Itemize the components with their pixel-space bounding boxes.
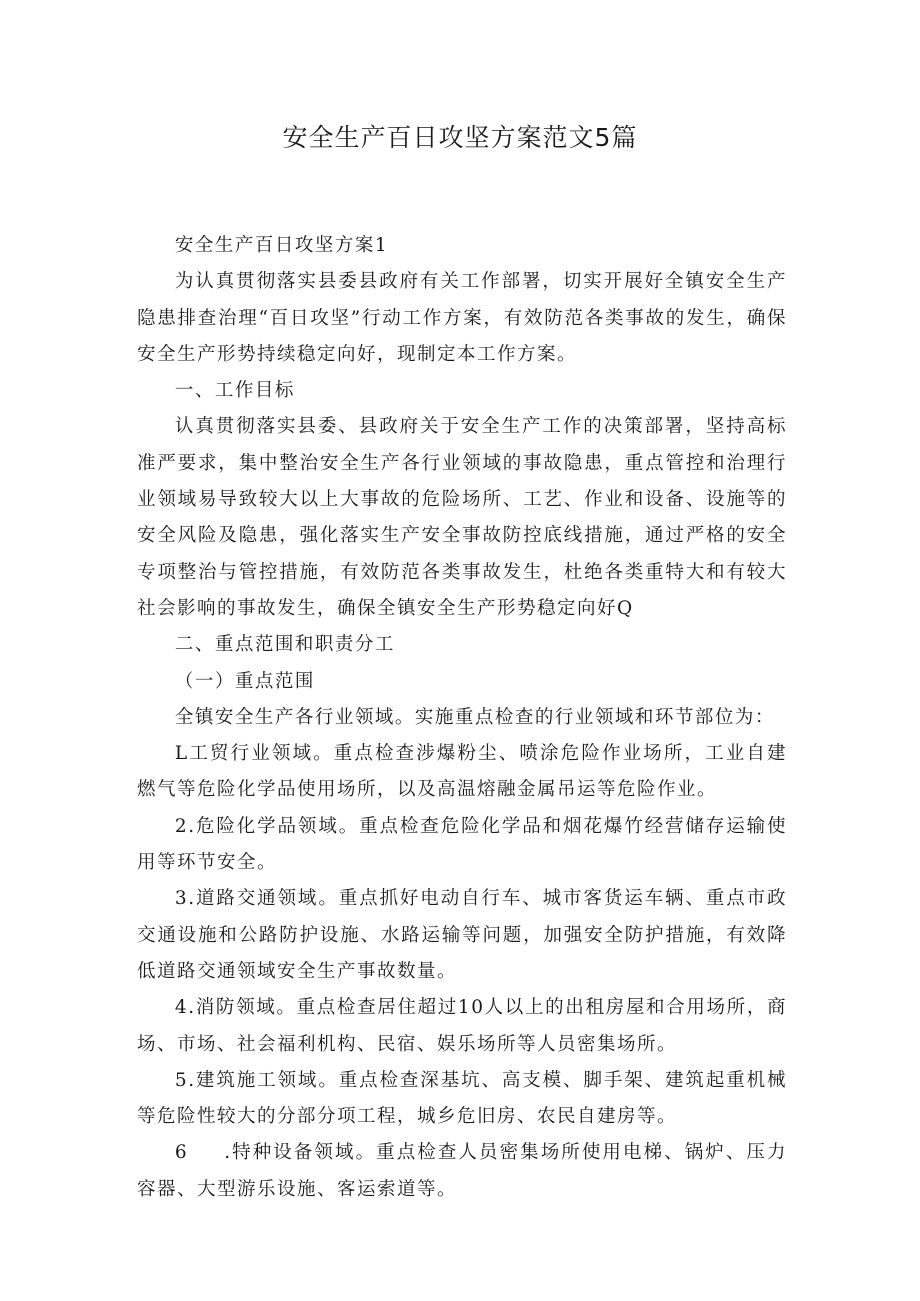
list-item-special-equipment [137,1135,787,1208]
list-item-road-traffic: 3.道路交通领域。重点抓好电动自行车、城市客货运车辆、重点市政交通设施和公路防护设施、水路运输等问题，加强安全防护措施，有效降低道路交通领域安全生产事故数量。 [137,888,787,982]
list-item-number: 6 [174,1142,189,1164]
scope-intro-paragraph: 全镇安全生产各行业领域。实施重点检查的行业领域和环节部位为： [174,706,775,728]
document-title: 安全生产百日攻坚方案范文5篇 [282,123,638,152]
list-item-fire-protection: 4.消防领域。重点检查居住超过10人以上的出租房屋和合用场所，商场、市场、社会福利机构、民宿、娱乐场所等人员密集场所。 [137,997,787,1055]
intro-paragraph: 为认真贯彻落实县委县政府有关工作部署，切实开展好全镇安全生产隐患排查治理“百日攻坚”行动工作方案，有效防范各类事故的发生，确保安全生产形势持续稳定向好，现制定本工作方案。 [137,271,787,365]
work-goals-paragraph: 认真贯彻落实县委、县政府关于安全生产工作的决策部署，坚持高标准严要求，集中整治安全生产各行业领域的事故隐患，重点管控和治理行业领域易导致较大以上大事故的危险场所、工艺、作业和设备、设施等的安全风险及隐患，强化落实生产安全事故防控底线措施，通过严格的安全专项整治与管控措施，有效防范各类事故发生，杜绝各类重特大和有较大社会影响的事故发生，确保全镇安全生产形势稳定向好Q [137,416,787,619]
list-item-industry-trade: L工贸行业领域。重点检查涉爆粉尘、喷涂危险作业场所，工业自建燃气等危险化学品使用场所，以及高温熔融金属吊运等危险作业。 [137,743,787,801]
list-item-text: .特种设备领域。重点检查人员密集场所使用电梯、锅炉、压力容器、大型游乐设施、客运索道等。 [137,1142,787,1200]
heading-key-scope-and-duties: 二、重点范围和职责分工 [174,634,395,656]
heading-work-goals: 一、工作目标 [174,380,295,402]
subheading-key-scope: （一）重点范围 [174,670,315,692]
section-heading-plan-1: 安全生产百日攻坚方案1 [174,235,389,256]
list-item-hazardous-chemicals: 2.危险化学品领域。重点检查危险化学品和烟花爆竹经营储存运输使用等环节安全。 [137,815,787,874]
list-item-construction: 5.建筑施工领域。重点检查深基坑、高支模、脚手架、建筑起重机械等危险性较大的分部分项工程，城乡危旧房、农民自建房等。 [137,1069,787,1128]
document-body [137,228,787,1208]
